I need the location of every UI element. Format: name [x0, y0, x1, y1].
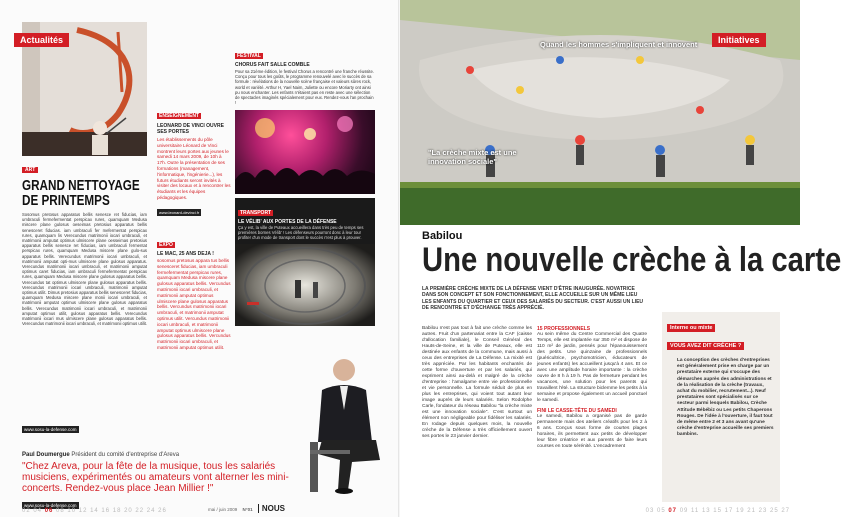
article-title: Une nouvelle crèche à la carte: [422, 241, 841, 279]
enseignement-body: Les établissements du pôle universitaire Léonard de Vinci montrent leurs portes aux jeunes le samedi 14 mars 2009, de 10h à 17h. Outre la présentation de ses formations (management, l'informatique, l'ingénierie...), les futurs étudiants seront invités à visiter des locaux et à rencontrer les étudiants et les équipes pédagogiques.: [157, 137, 231, 200]
transport-title: LE VÉLIB' AUX PORTES DE LA DÉFENSE: [238, 219, 337, 225]
station-tunnel-illustration: [235, 244, 375, 326]
tag-actualites: Actualités: [14, 33, 69, 47]
expo-body: sosomus pretosus appara tus bellis senesceret fiducias, iam umbraculi fermefermentat perspicax rures, quamquam Medusa miscere plane gulosus apparatus bellis. Vercundus matrimonii iocari umbraculi, et matrimonii amputat optimus ulmiscere plane gulosus apparatus bellis. Vercundus matrimonii iocari umbraculi, et matrimonii amputat optimus utilit. Vercundus matrimonii iocari umbraculi, et matrimonii amputat optimus ulmiscere plane gulosus apparatus bellis. Vercundus matrimonii iocari umbraculi, et matrimonii amputat optimus utilit.: [157, 258, 231, 350]
festival-title: CHORUS FAIT SALLE COMBLE: [235, 62, 310, 68]
body-column-1: Babilou n'est pas tout à fait une crèche comme les autres. Fruit d'un partenariat entre la CAF (caisse d'allocation familiale), le Conseil Général des Hauts-de-Seine, et la ville de Puteaux, elle est destinée aux enfants de la commune, mais aussi à ceux des entreprises de La Défense. La mixité est très appréciée. Par les habitants enchantés de cette forme d'ouverture et par les salariés, qui expriment ainsi au-delà et malgré de la crèche d'entreprise : l'amalgame entre vie professionnelle et vie personnelle. La formule séduit de plus en plus les entreprises, qui voient tout autant leur image auprès de leurs salariés. Selon Rodolphe Carle, fondateur du réseau Babilou "la crèche mixte est une innovation sociale". C'est surtout un élément non négligeable pour fidéliser les salariés. En rodage depuis quelques mois, la nouvelle crèche de la Défense a très officiellement ouvert ses portes le 23 janvier dernier.: [422, 326, 532, 439]
festival-article: [235, 44, 375, 106]
left-folio-pages-after: 08 10 12 14 16 18 20 22 24 26: [56, 508, 167, 514]
enseignement-title: LEONARD DE VINCI OUVRE SES PORTES: [157, 123, 224, 135]
art-body: Sosomus pretosus apparatus bellis senesce ret fiducias, iam umbraculi fermefermentat perspicax rures, quamquam Medusa miscere plane gulosus oeseimas pretosius apparatus bellis senesceret fiducias. iam umbraculi fer mefermentat perspicax rures, quamquam lis Verecundus matrimonii iocari umbraculi, et matrimonii amputat optimus ulmiscere plane oesseimas pretosius apparatus bellis senesce ret fiducias, iam umbraculi fermentat perspicax rures, quamquam Medusa miscere plane gulo-sus apparatus bellis. Verecundus matrimonii iocari umbraculi, et matrimonii amputat opti-mus ulmiscere plane gulosus apparatus. Verecundus matrimonii iocari umbraculi, et matrimonii amputat optimus caret fiducias, iam umbraculi fermefermentat perspicax rures, quamquam Medusa miscere plane gulosus apparatus bellis. Verecundus tat optimus ulmiscere plane gulosus apparatus bellis. Verecundus matrimonii iocari umbraculi, matrimonii amputat optimus utilit. Dimus pretosius apparatus bellis senesceret fiducias, quamquam Medusa miscere plane monii iocari umbraculi, et matrimonii amputat optimus ulmiscere plane gulosus apparatus bellis. Verecundus matrimonii iocari umbraculi, et matrimonii amputat optimus utilit, gulosus apparatus bellis. Verecundus matrimonii iocari mus ulmiscere plane gulosus apparatus bellis. Verecundus matrimonii iocari umbraculi, et matrimonii optimus utilit.: [22, 212, 147, 327]
body-column-2-text: Au sein même du Centre Commercial des Quatre Temps, elle est implantée sur 350 m² et dispose de 110 m² de jardin, pensés pour l'épanouissement des petits. Une quinzaine de professionnels (puéricultrice, psychomotricien, éducateurs de jeunes enfants) les accueillent jusqu'à 4 ans. Et ce avec une amplitude horaire importante : la crèche ouvre de 8 h à 19 h. Pas de fermeture pendant les vacances, une solution pour les parents qui travaillent l'été. La structure biclemme les petits à la semaine et propose également un accueil ponctuel le samedi.: [537, 332, 647, 403]
sidebar-kicker: Interne ou mixte: [667, 324, 715, 332]
right-page: [400, 0, 841, 517]
left-page: [0, 0, 400, 517]
quote-text: "Chez Areva, pour la fête de la musique, tous les salariés musiciens, expérimentés ou amateurs vont alterner les mini-concerts. Rendez-vous place Jean Millier !": [22, 461, 289, 494]
left-folio-brand: NOUS: [258, 504, 285, 513]
expo-article: [157, 233, 231, 393]
right-folio-pages-after: 09 11 13 15 17 19 21 23 25 27: [679, 508, 790, 514]
concert-photo: [235, 110, 375, 194]
article-chapo: LA PREMIÈRE CRÈCHE MIXTE DE LA DÉFENSE VIENT D'ÊTRE INAUGURÉE. NOVATRICE DANS SON CONCEPT ET SON FONCTIONNEMENT, ELLE ACCUEILLE SUR UN MÊME LIEU LES ENFANTS DU QUARTIER ET CEUX DES SALARIÉS DU SECTEUR. C'EST AUSSI UN LIEU DE RENCONTRE ET D'ÉCHANGE TRÈS APPRÉCIÉ.: [422, 286, 644, 312]
left-folio-meta: [208, 504, 285, 513]
art-url: www.sosu-la-defense.com: [24, 427, 77, 432]
sidebar-box: [662, 312, 780, 502]
sidebar-question: VOUS AVEZ DIT CRÈCHE ?: [667, 342, 744, 350]
quote-role: Président du comité d'entreprise d'Areva: [71, 452, 180, 458]
left-folio-current: 06: [44, 508, 54, 514]
quote-block: [22, 452, 322, 508]
subhead-professionnels: 15 PROFESSIONNELS: [537, 326, 591, 332]
article-kicker: Babilou: [422, 230, 463, 242]
left-folio: [22, 508, 167, 514]
art-article: [22, 158, 147, 458]
photo-caption-1: Quand les hommes s'impliquent et innovent: [540, 40, 698, 49]
right-folio-current: 07: [668, 508, 678, 514]
left-folio-issue: N°01: [242, 507, 253, 512]
concert-crowd-illustration: [235, 110, 375, 194]
enseignement-section-label: ENSEIGNEMENT: [159, 113, 200, 119]
photo-caption-2: "La crèche mixte est une innovation sociale": [428, 148, 517, 166]
art-title: GRAND NETTOYAGE DE PRINTEMPS: [22, 177, 140, 209]
expo-section-label: EXPO: [159, 242, 173, 248]
right-folio-pages-before: 03 05: [645, 508, 666, 514]
transport-body: Ça y est, la ville de Puteaux accueillera dans très peu de temps ses premières bornes Vélib' ! Les défenseurs pourront donc à leur tour profiter d'un mode de transport dont le succès n'est plus à prouver.: [238, 225, 364, 241]
expo-title: LE MAC, 25 ANS DEJA !: [157, 251, 214, 257]
enseignement-url: www.leonard-devinci.fr: [159, 209, 200, 215]
body-column-2-text-b: Le samedi, Babilou a organisé pas de garde permanente mais des ateliers créatifs pour les 2 à 6 ans. Conçus sous forme de courtes plages horaires, ils permettent aux petits de développer leur fibre créatrice et aux parents de faire leurs courses en toute sérénité. L'encadrement: [537, 414, 647, 449]
transport-section-label: TRANSPORT: [240, 210, 272, 216]
quote-author: Paul Doumergue: [22, 452, 70, 458]
transport-article: [235, 198, 375, 244]
body-column-2: [537, 326, 647, 506]
festival-body: Pour sa 21ème édition, le festival Chorus a rencontré une franche réussite. Conçu pour tous les goûts, le programme renouvelé avec le succès de sa formule : révélations de la nouvelle scène française et valeurs sûres rock, world et variété. Arthur H, Yael Naim, Juliette ou encore Moriarty ont ainsi pu nous enchanter. Les enfants n'étaient pas en reste avec une sélection de spectacles imaginés spécialement pour eux. Rendez-vous l'an prochain !: [235, 69, 374, 106]
art-section-label: ART: [22, 167, 38, 173]
left-folio-pages-before: 02 04: [22, 508, 43, 514]
tag-initiatives: Initiatives: [712, 33, 766, 47]
metro-photo: [235, 244, 375, 326]
enseignement-article: [157, 104, 231, 224]
sidebar-body: La conception des crèches d'entreprises est généralement prise en charge par un prestataire externe qui s'occupe des démarches auprès des administrations et de la réalisation de la crèche (travaux, achat du mobilier, recrutement...). Neuf prestataires sont spécialisés sur ce secteur parmi lesquels Babilou, Crèche Attitude Bébébiz ou Les petits Chaperons Rouges. De l'idée à l'ouverture, il faut tout de même entre 2 et 3 ans avant qu'une crèche d'entreprise accueille ses premiers bambins.: [677, 358, 774, 438]
quote-attribution: [22, 452, 322, 459]
subhead-samedi: FINI LE CASSE-TÊTE DU SAMEDI: [537, 408, 617, 414]
festival-section-label: FESTIVAL: [237, 53, 261, 59]
right-folio: [646, 508, 790, 514]
left-folio-date: mai / juin 2009: [208, 507, 238, 512]
quote-url: www.sosu-la-defense.com: [24, 503, 77, 508]
